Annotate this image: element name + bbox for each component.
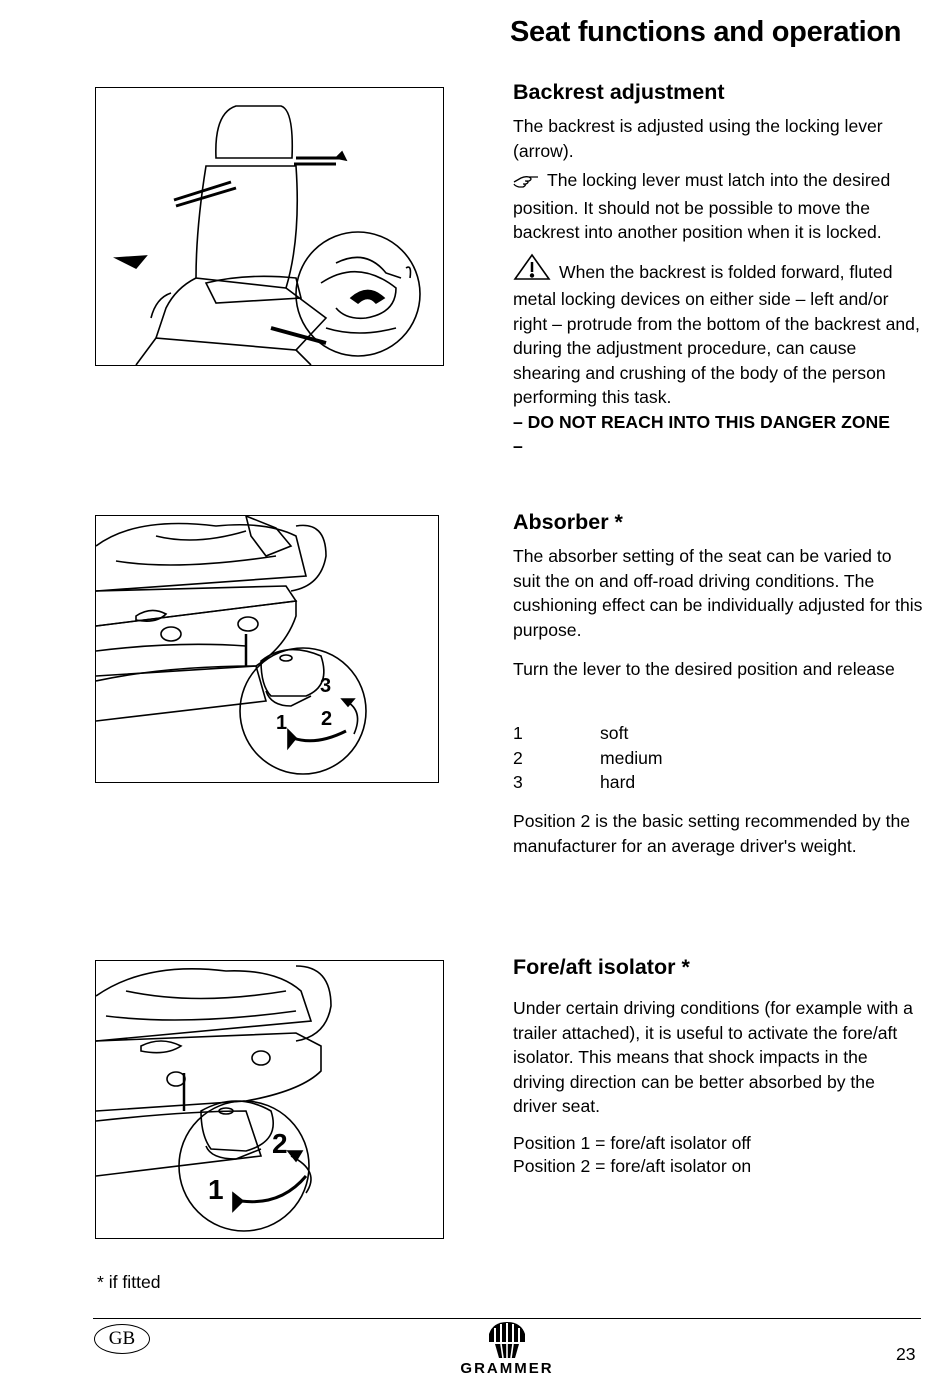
- absorber-instruction: Turn the lever to the desired position and release: [513, 659, 895, 679]
- isolator-heading: Fore/aft isolator *: [513, 955, 690, 979]
- position-row: [513, 746, 663, 771]
- grammer-logo: [451, 1320, 563, 1378]
- position-row: [513, 721, 663, 746]
- backrest-figure: [95, 87, 444, 366]
- page-title: Seat functions and operation: [510, 16, 902, 48]
- isolator-position-2: Position 2 = fore/aft isolator on: [513, 1156, 752, 1176]
- position-label: hard: [600, 772, 636, 792]
- absorber-fig-label-2: 2: [321, 708, 333, 730]
- absorber-heading: Absorber *: [513, 510, 623, 534]
- absorber-intro: The absorber setting of the seat can be varied to suit the on and off-road driving conditions. The cushioning effect can be individually adjusted for this purpose.: [513, 546, 923, 640]
- isolator-intro: Under certain driving conditions (for example with a trailer attached), it is useful to activate the fore/aft isolator. This means that shock impacts in the driving direction can be better absorbed by the driver seat.: [513, 998, 913, 1116]
- backrest-note-text: The locking lever must latch into the desired position. It should not be possible to move the backrest into another position when it is locked.: [513, 170, 891, 242]
- backrest-text: [513, 114, 923, 459]
- backrest-warning-text: When the backrest is folded forward, fluted metal locking devices on either side – left and/or right – protrude from the bottom of the backrest and, during the adjustment procedure, can cause shearing and crushing of the body of the person performing this task.: [513, 261, 920, 407]
- absorber-positions: [513, 721, 663, 795]
- danger-zone-text: – DO NOT REACH INTO THIS DANGER ZONE –: [513, 411, 890, 456]
- grammer-logo-icon: [485, 1320, 529, 1360]
- country-badge: GB: [94, 1324, 150, 1354]
- isolator-position-1: Position 1 = fore/aft isolator off: [513, 1133, 751, 1153]
- backrest-heading: Backrest adjustment: [513, 80, 725, 104]
- isolator-fig-label-1: 1: [208, 1174, 224, 1205]
- page-number: 23: [896, 1344, 916, 1364]
- backrest-warning: [513, 253, 923, 410]
- brand-name: GRAMMER: [460, 1360, 554, 1377]
- isolator-fig-label-2: 2: [272, 1128, 288, 1159]
- footnote: * if fitted: [97, 1272, 161, 1292]
- position-number: 2: [513, 747, 523, 768]
- absorber-fig-label-3: 3: [320, 675, 332, 697]
- position-label: medium: [600, 747, 663, 768]
- warning-triangle-icon: [513, 253, 551, 288]
- absorber-figure: [95, 515, 439, 783]
- position-label: soft: [600, 723, 629, 743]
- footer-divider: [93, 1318, 921, 1319]
- pointing-hand-icon: [513, 171, 539, 196]
- position-number: 1: [513, 723, 523, 743]
- absorber-fig-label-1: 1: [276, 712, 288, 734]
- isolator-figure: [95, 960, 444, 1239]
- isolator-positions: [513, 1132, 923, 1178]
- backrest-note: [513, 168, 923, 245]
- position-number: 3: [513, 772, 523, 792]
- position-row: [513, 770, 663, 795]
- backrest-intro: The backrest is adjusted using the locking lever (arrow).: [513, 116, 883, 161]
- absorber-recommendation: Position 2 is the basic setting recommended by the manufacturer for an average driver's weight.: [513, 811, 911, 856]
